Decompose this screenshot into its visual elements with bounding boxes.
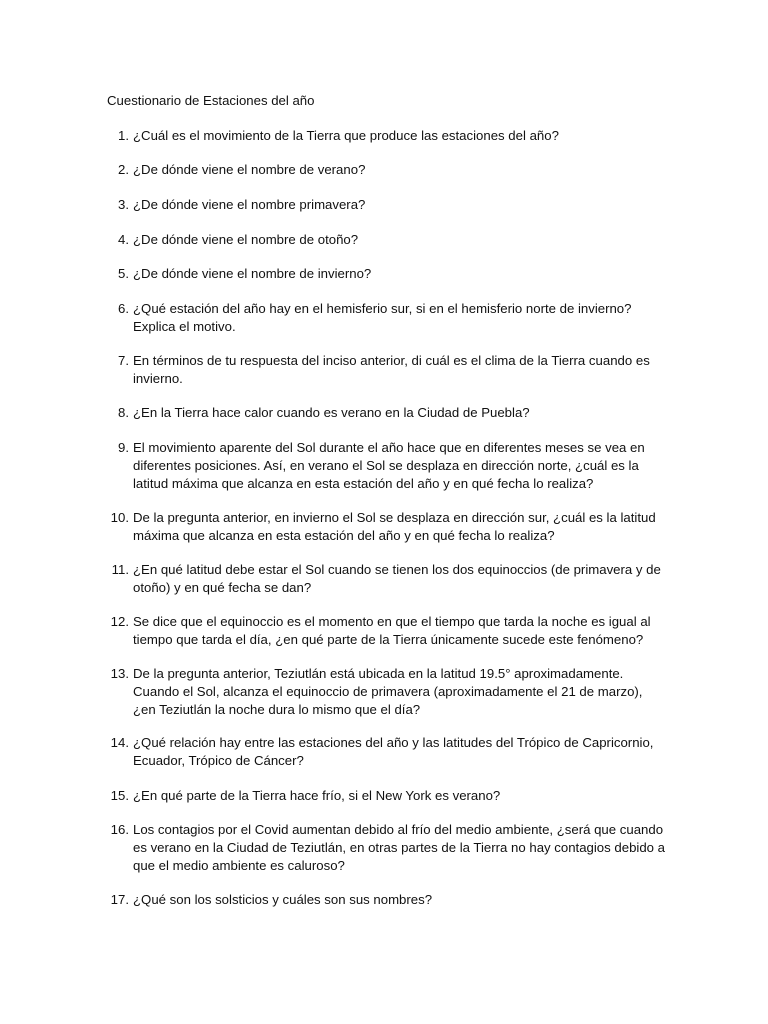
document-title: Cuestionario de Estaciones del año	[107, 93, 315, 108]
question-text: De la pregunta anterior, Teziutlán está ubicada en la latitud 19.5° aproximadamente. Cuando el Sol, alcanza el equinoccio de primavera (aproximadamente el 21 de marzo), ¿en Teziutlán la noche dura lo mismo que el día?	[133, 666, 643, 717]
question-text: ¿De dónde viene el nombre primavera?	[133, 197, 366, 212]
question-item	[107, 891, 667, 909]
question-text: ¿De dónde viene el nombre de verano?	[133, 162, 366, 177]
question-item	[107, 821, 667, 875]
question-item	[107, 509, 667, 545]
question-item	[107, 613, 667, 649]
question-item	[107, 300, 667, 336]
question-item	[107, 404, 667, 422]
question-number: 11.	[111, 562, 129, 577]
question-item	[107, 439, 667, 493]
question-text: ¿Qué son los solsticios y cuáles son sus nombres?	[133, 892, 433, 907]
question-number: 10.	[110, 510, 129, 525]
question-number: 1.	[118, 128, 129, 143]
question-number: 13.	[110, 666, 129, 681]
question-number: 5.	[118, 266, 129, 281]
question-number: 2.	[118, 162, 129, 177]
question-item	[107, 196, 667, 214]
question-text: ¿Cuál es el movimiento de la Tierra que produce las estaciones del año?	[133, 128, 559, 143]
question-item	[107, 231, 667, 249]
question-text: ¿En la Tierra hace calor cuando es verano en la Ciudad de Puebla?	[133, 405, 530, 420]
question-text: ¿De dónde viene el nombre de otoño?	[133, 232, 359, 247]
question-number: 3.	[118, 197, 129, 212]
question-text: En términos de tu respuesta del inciso anterior, di cuál es el clima de la Tierra cuando es invierno.	[133, 353, 650, 386]
question-number: 16.	[110, 822, 129, 837]
question-number: 8.	[118, 405, 129, 420]
question-text: ¿Qué relación hay entre las estaciones del año y las latitudes del Trópico de Capricornio, Ecuador, Trópico de Cáncer?	[133, 735, 654, 768]
question-text: ¿Qué estación del año hay en el hemisferio sur, si en el hemisferio norte de invierno? Explica el motivo.	[133, 301, 632, 334]
question-item	[107, 787, 667, 805]
question-number: 15.	[110, 788, 129, 803]
question-text: Los contagios por el Covid aumentan debido al frío del medio ambiente, ¿será que cuando es verano en la Ciudad de Teziutlán, en otras partes de la Tierra no hay contagios debido a que el medio ambiente es caluroso?	[133, 822, 665, 873]
question-text: Se dice que el equinoccio es el momento en que el tiempo que tarda la noche es igual al tiempo que tarda el día, ¿en qué parte de la Tierra únicamente sucede este fenómeno?	[133, 614, 651, 647]
question-text: ¿En qué latitud debe estar el Sol cuando se tienen los dos equinoccios (de primavera y de otoño) y en qué fecha se dan?	[133, 562, 661, 595]
question-item	[107, 265, 667, 283]
question-item	[107, 561, 667, 597]
question-number: 14.	[110, 735, 129, 750]
question-item	[107, 161, 667, 179]
question-number: 17.	[110, 892, 129, 907]
question-item	[107, 734, 667, 770]
question-item	[107, 352, 667, 388]
question-item	[107, 665, 667, 719]
question-text: ¿De dónde viene el nombre de invierno?	[133, 266, 372, 281]
question-number: 7.	[118, 353, 129, 368]
question-text: El movimiento aparente del Sol durante el año hace que en diferentes meses se vea en diferentes posiciones. Así, en verano el Sol se desplaza en dirección norte, ¿cuál es la latitud máxima que alcanza en esta estación del año y en qué fecha lo realiza?	[133, 440, 645, 491]
question-number: 6.	[118, 301, 129, 316]
question-text: ¿En qué parte de la Tierra hace frío, si el New York es verano?	[133, 788, 501, 803]
question-number: 4.	[118, 232, 129, 247]
question-item	[107, 127, 667, 145]
question-number: 12.	[110, 614, 129, 629]
question-number: 9.	[118, 440, 129, 455]
question-text: De la pregunta anterior, en invierno el Sol se desplaza en dirección sur, ¿cuál es la latitud máxima que alcanza en esta estación del año y en qué fecha lo realiza?	[133, 510, 656, 543]
